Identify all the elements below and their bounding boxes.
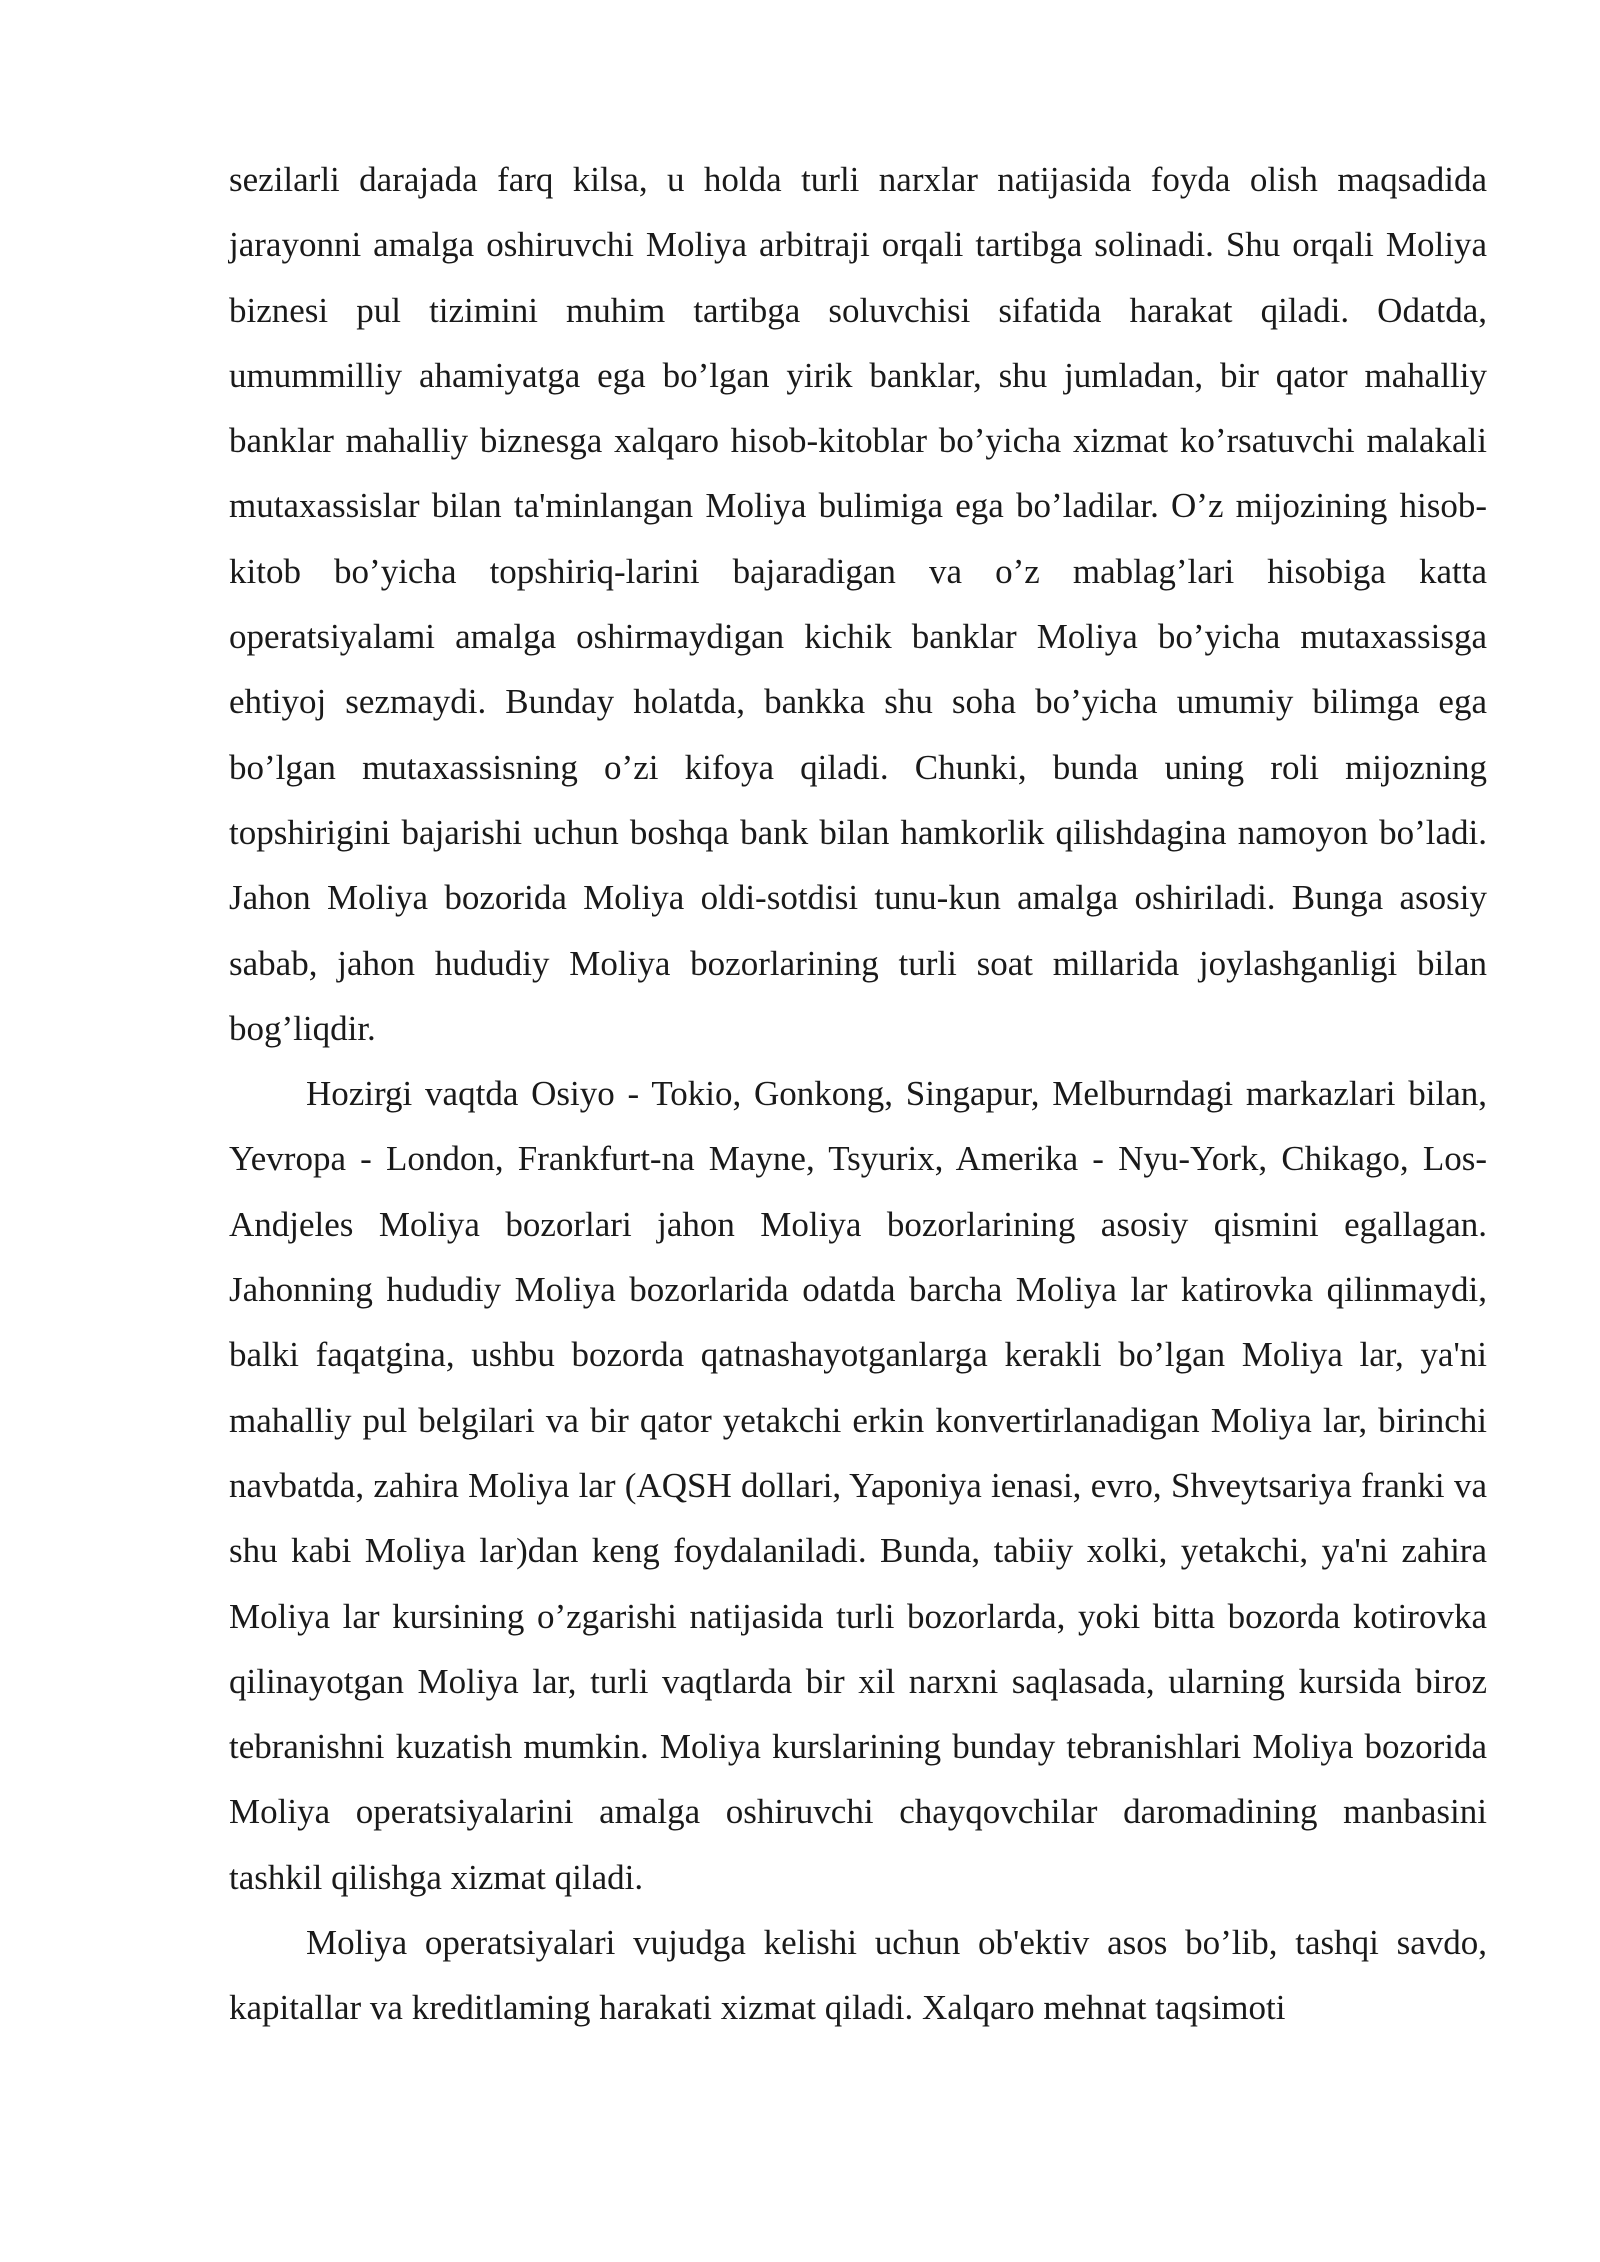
paragraph-operations: Moliya operatsiyalari vujudga kelishi uchun ob'ektiv asos bo’lib, tashqi savdo, kapitallar va kreditlaming harakati xizmat qiladi. Xalqaro mehnat taqsimoti bbox=[229, 1923, 1487, 2028]
body-text bbox=[229, 147, 1487, 2041]
paragraph-markets: Hozirgi vaqtda Osiyo - Tokio, Gonkong, Singapur, Melburndagi markazlari bilan, Yevropa - London, Frankfurt-na Mayne, Tsyurix, Amerika - Nyu-York, Chikago, Los-Andjeles Moliya bozorlari jahon Moliya bozorlarining asosiy qismini egallagan. Jahonning hududiy Moliya bozorlarida odatda barcha Moliya lar katirovka qilinmaydi, balki faqatgina, ushbu bozorda qatnashayotganlarga kerakli bo’lgan Moliya lar, ya'ni mahalliy pul belgilari va bir qator yetakchi erkin konvertirlanadigan Moliya lar, birinchi navbatda, zahira Moliya lar (AQSH dollari, Yaponiya ienasi, evro, Shveytsariya franki va shu kabi Moliya lar)dan keng foydalaniladi. Bunda, tabiiy xolki, yetakchi, ya'ni zahira Moliya lar kursining o’zgarishi natijasida turli bozorlarda, yoki bitta bozorda kotirovka qilinayotgan Moliya lar, turli vaqtlarda bir xil narxni saqlasada, ularning kursida biroz tebranishni kuzatish mumkin. Moliya kurslarining bunday tebranishlari Moliya bozorida Moliya operatsiyalarini amalga oshiruvchi chayqovchilar daromadining manbasini tashkil qilishga xizmat qiladi. bbox=[229, 1074, 1487, 1897]
paragraph-continued: sezilarli darajada farq kilsa, u holda turli narxlar natijasida foyda olish maqsadida jarayonni amalga oshiruvchi Moliya arbitraji orqali tartibga solinadi. Shu orqali Moliya biznesi pul tizimini muhim tartibga soluvchisi sifatida harakat qiladi. Odatda, umummilliy ahamiyatga ega bo’lgan yirik banklar, shu jumladan, bir qator mahalliy banklar mahalliy biznesga xalqaro hisob-kitoblar bo’yicha xizmat ko’rsatuvchi malakali mutaxassislar bilan ta'minlangan Moliya bulimiga ega bo’ladilar. O’z mijozining hisob-kitob bo’yicha topshiriq-larini bajaradigan va o’z mablag’lari hisobiga katta operatsiyalami amalga oshirmaydigan kichik banklar Moliya bo’yicha mutaxassisga ehtiyoj sezmaydi. Bunday holatda, bankka shu soha bo’yicha umumiy bilimga ega bo’lgan mutaxassisning o’zi kifoya qiladi. Chunki, bunda uning roli mijozning topshirigini bajarishi uchun boshqa bank bilan hamkorlik qilishdagina namoyon bo’ladi. Jahon Moliya bozorida Moliya oldi-sotdisi tunu-kun amalga oshiriladi. Bunga asosiy sabab, jahon hududiy Moliya bozorlarining turli soat millarida joylashganligi bilan bog’liqdir. bbox=[229, 160, 1487, 1048]
